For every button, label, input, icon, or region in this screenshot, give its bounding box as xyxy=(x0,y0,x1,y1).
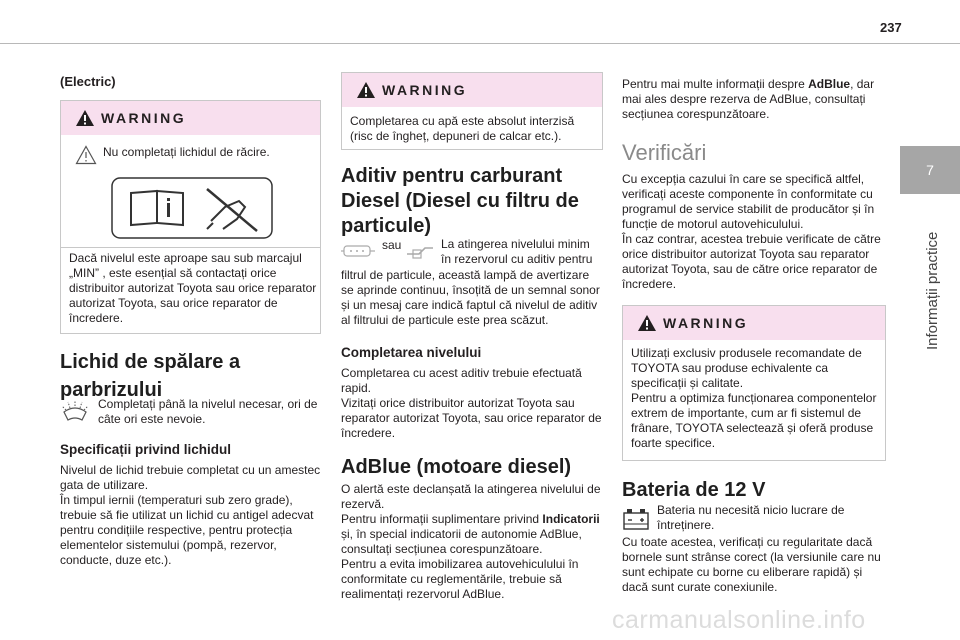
additive-pump-icon xyxy=(405,240,435,262)
adblue-more-info xyxy=(622,77,886,122)
adblue-text-2: și, în special indicatorii de autonomie AdBlue, consultați secțiunea corespunzătoare. Pentru a evita imobilizarea autovehiculului în conformitate cu reglementările, trebuie să realimentați rezervorul AdBlue. xyxy=(341,527,582,601)
coolant-min-text: Dacă nivelul este aproape sau sub marcajul „MIN” , este esențial să contactați orice distribuitor autorizat Toyota sau orice reparator autorizat Toyota, sau orice reparator de încredere. xyxy=(69,251,317,325)
chapter-title xyxy=(922,210,942,350)
warning-triangle-icon xyxy=(356,81,376,99)
warning-box-products xyxy=(622,305,886,461)
coolant-min-warning xyxy=(69,251,317,326)
diesel-additive-title xyxy=(341,164,603,238)
fill-level-heading: Completarea nivelului xyxy=(341,345,482,360)
header-rule xyxy=(0,43,960,44)
checks-body: Cu excepția cazului în care se specifică altfel, verificați aceste componente în conformitate cu programul de service stabilit de producător și în funcție de motorul autovehiculului. În caz contrar, acestea trebuie verificate de către orice distribuitor autorizat Toyota sau reparator autorizat Toyota, sau de către orice reparator de încredere. xyxy=(622,172,881,291)
subheading-electric: (Electric) xyxy=(60,74,116,89)
chapter-title-text: Informații practice xyxy=(924,231,941,350)
coolant-note: Nu completați lichidul de răcire. xyxy=(103,145,270,159)
adblue-indicators-ref: Indicatorii xyxy=(542,512,600,526)
battery-icon xyxy=(622,505,650,531)
additive-lamp-text-top: La atingerea nivelului minim în rezervorul cu aditiv pentru xyxy=(441,237,593,266)
additive-lamp-text: filtrul de particule, această lampă de avertizare se aprinde continuu, însoțită de un semnal sonor și un mesaj care indică faptul că nivelul de aditiv al filtrului de particule este prea scăzut. xyxy=(341,268,600,327)
intro-text-1: Pentru mai multe informații despre xyxy=(622,77,809,91)
adblue-title: AdBlue (motoare diesel) xyxy=(341,456,572,478)
watermark: carmanualsonline.info xyxy=(612,606,866,634)
fluid-spec-heading: Specificații privind lichidul xyxy=(60,442,232,457)
caution-outline-icon xyxy=(75,145,97,165)
washer-note: Completați până la nivelul necesar, ori de câte ori este nevoie. xyxy=(98,397,318,426)
products-warning-text: Utilizați exclusiv produsele recomandate de TOYOTA sau produse echivalente ca specificații și calitate. Pentru a optimiza funcționarea componentelor extrem de importante, cum ar fi sistemul de frânare, TOYOTA selectează și oferă produse foarte specifice. xyxy=(631,346,877,450)
battery-title: Bateria de 12 V xyxy=(622,479,766,501)
warning-header-3 xyxy=(623,306,885,340)
or-connector: sau xyxy=(382,238,402,252)
particle-filter-lamp-icon xyxy=(341,240,375,262)
chapter-number: 7 xyxy=(926,162,934,178)
warning-box-coolant xyxy=(60,100,321,334)
fluid-spec-body: Nivelul de lichid trebuie completat cu un amestec gata de utilizare. În timpul iernii (temperaturi sub zero grade), trebuie să fie utilizat un lichid cu antigel adecvat pentru condițiile respective, pentru protecția elementelor sistemului (pompă, rezervor, conducte, duze etc.). xyxy=(60,463,321,567)
adblue-body xyxy=(341,482,604,602)
manual-no-refill-icon xyxy=(111,177,273,239)
warning-title: WARNING xyxy=(101,110,187,126)
washer-title-l2: parbrizului xyxy=(60,379,163,401)
adblue-text-1: O alertă este declanșată la atingerea nivelului de rezervă. Pentru informații suplimentare privind xyxy=(341,482,601,526)
additive-title-l2: Diesel (Diesel cu filtru de xyxy=(341,190,579,212)
warning-triangle-icon xyxy=(637,314,657,332)
warning-box-water xyxy=(341,72,603,150)
intro-adblue-bold: AdBlue xyxy=(808,77,851,91)
chapter-tab[interactable] xyxy=(900,146,960,194)
additive-title-l3: particule) xyxy=(341,215,432,237)
warning-title-2: WARNING xyxy=(382,82,468,98)
checks-title: Verificări xyxy=(622,140,707,165)
additive-title-l1: Aditiv pentru carburant xyxy=(341,165,563,187)
washer-title-l1: Lichid de spălare a xyxy=(60,351,241,373)
battery-maintenance-free: Bateria nu necesită nicio lucrare de întreținere. xyxy=(657,503,845,532)
warning-header-2 xyxy=(342,73,602,107)
warning-header xyxy=(61,101,320,135)
washer-fluid-title xyxy=(60,350,322,402)
warning-triangle-icon xyxy=(75,109,95,127)
page-number: 237 xyxy=(880,20,902,35)
box-divider xyxy=(61,247,320,248)
water-warning-text: Completarea cu apă este absolut interzisă (risc de îngheț, depuneri de calcar etc.). xyxy=(350,114,575,143)
warning-title-3: WARNING xyxy=(663,315,749,331)
intro-text-2: , dar mai ales despre rezerva de AdBlue, consultați secțiunea corespunzătoare. xyxy=(622,77,875,121)
washer-nozzle-icon xyxy=(60,400,90,424)
battery-body: Cu toate acestea, verificați cu regularitate dacă bornele sunt strânse corect (la versiunile care nu sunt echipate cu borne cu eliberare rapidă) și dacă sunt curate conexiunile. xyxy=(622,535,881,594)
fill-level-body: Completarea cu acest aditiv trebuie efectuată rapid. Vizitați orice distribuitor autorizat Toyota sau reparator autorizat Toyota, sau orice reparator de încredere. xyxy=(341,366,602,440)
